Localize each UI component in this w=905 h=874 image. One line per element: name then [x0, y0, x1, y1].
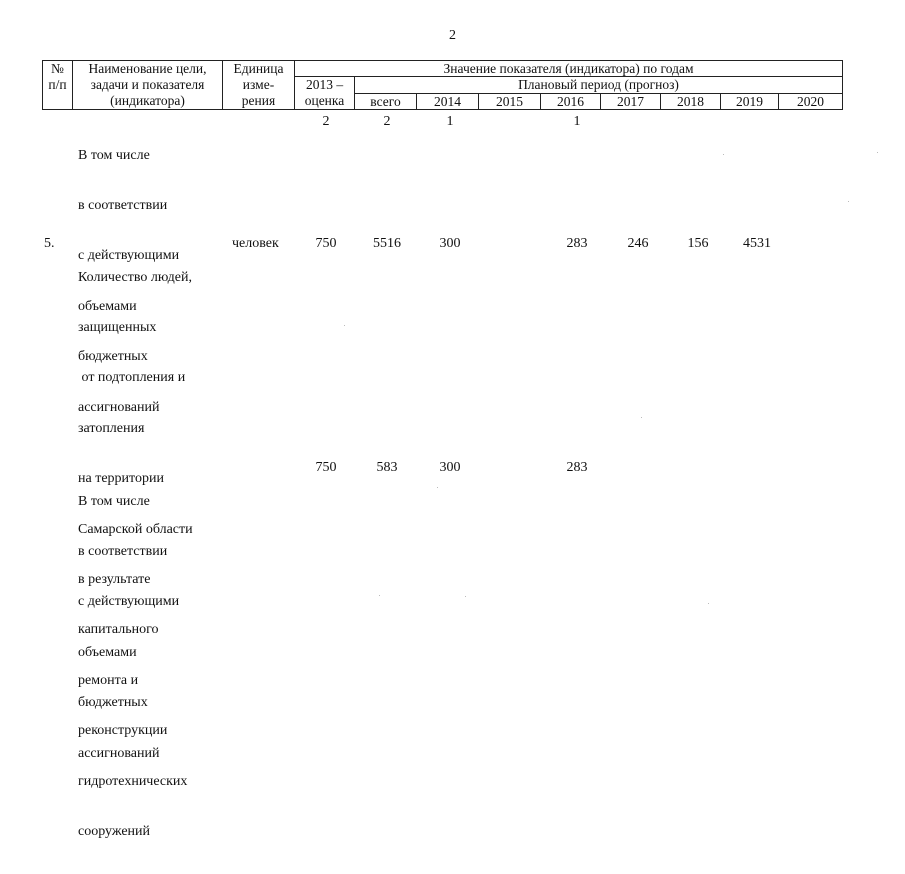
row-name-line: объемами	[78, 644, 137, 660]
scan-speck	[641, 417, 642, 418]
header-num-line: п/п	[48, 77, 67, 92]
page-number: 2	[449, 28, 456, 43]
row-name-line: защищенных	[78, 319, 157, 335]
row-name-line: сооружений	[78, 823, 151, 839]
row-estimate: 750	[315, 236, 337, 251]
header-year-2017: 2017	[601, 93, 661, 110]
scan-speck	[465, 596, 466, 597]
scan-speck	[723, 154, 724, 155]
header-name-line: (индикатора)	[110, 93, 185, 108]
header-values-title: Значение показателя (индикатора) по годам	[295, 61, 843, 77]
header-estimate-line: 2013 –	[305, 77, 344, 92]
row-name-line: реконструкции	[78, 723, 168, 739]
row-total: 2	[383, 114, 391, 129]
header-name-line: задачи и показателя	[90, 77, 205, 92]
scan-speck	[848, 201, 849, 202]
header-name-line: Наименование цели,	[88, 61, 207, 76]
row-name-line: гидротехнических	[78, 773, 188, 789]
row-name-line: объемами	[78, 298, 137, 314]
row-unit: человек	[232, 236, 279, 251]
row-estimate: 750	[315, 460, 337, 475]
row-name-line: ассигнований	[78, 745, 160, 761]
row-name-line: в соответствии	[78, 197, 168, 213]
header-estimate-line: оценка	[304, 93, 345, 108]
scan-speck	[708, 603, 709, 604]
row-2014: 300	[439, 236, 461, 251]
row-name-line: В том числе	[78, 493, 150, 509]
row-2017: 246	[627, 236, 649, 251]
row-2014: 300	[439, 460, 461, 475]
header-total: всего	[355, 93, 417, 110]
scan-speck	[877, 152, 878, 153]
scan-speck	[437, 487, 438, 488]
row-2019: 4531	[743, 236, 771, 251]
header-unit-line: Единица	[233, 61, 284, 76]
row-name-line: от подтопления и	[78, 370, 186, 386]
row-total: 5516	[373, 236, 401, 251]
row-2018: 156	[687, 236, 709, 251]
row-name-line: затопления	[78, 420, 145, 436]
row-name-line: ремонта и	[78, 672, 139, 688]
header-unit-line: изме-	[242, 77, 275, 92]
header-year-2020: 2020	[779, 93, 843, 110]
header-year-2014: 2014	[417, 93, 479, 110]
header-year-2015: 2015	[479, 93, 541, 110]
header-num-line: №	[51, 61, 64, 76]
row-name-line: с действующими	[78, 248, 180, 264]
row-name	[78, 460, 179, 796]
row-2016: 1	[573, 114, 581, 129]
row-2016: 283	[566, 460, 588, 475]
row-name-line: бюджетных	[78, 695, 148, 711]
header-year-2019: 2019	[721, 93, 779, 110]
scan-speck	[379, 595, 380, 596]
row-name-line: ассигнований	[78, 399, 160, 415]
row-estimate: 2	[322, 114, 330, 129]
row-name-line: на территории	[78, 471, 164, 487]
row-name-line: Самарской области	[78, 521, 193, 537]
row-name-line: с действующими	[78, 594, 180, 610]
row-name-line: бюджетных	[78, 349, 148, 365]
row-total: 583	[376, 460, 398, 475]
row-num: 5.	[44, 236, 55, 251]
header-year-2018: 2018	[661, 93, 721, 110]
header-planned-title: Плановый период (прогноз)	[355, 77, 843, 94]
scan-speck	[344, 325, 345, 326]
row-2016: 283	[566, 236, 588, 251]
row-name-line: Количество людей,	[78, 269, 192, 285]
row-name-line: капитального	[78, 622, 159, 638]
row-name-line: в соответствии	[78, 543, 168, 559]
row-2014: 1	[446, 114, 454, 129]
row-name-line: В том числе	[78, 147, 150, 163]
header-unit-line: рения	[241, 93, 276, 108]
row-name-line: в результате	[78, 571, 151, 587]
header-year-2016: 2016	[541, 93, 601, 110]
